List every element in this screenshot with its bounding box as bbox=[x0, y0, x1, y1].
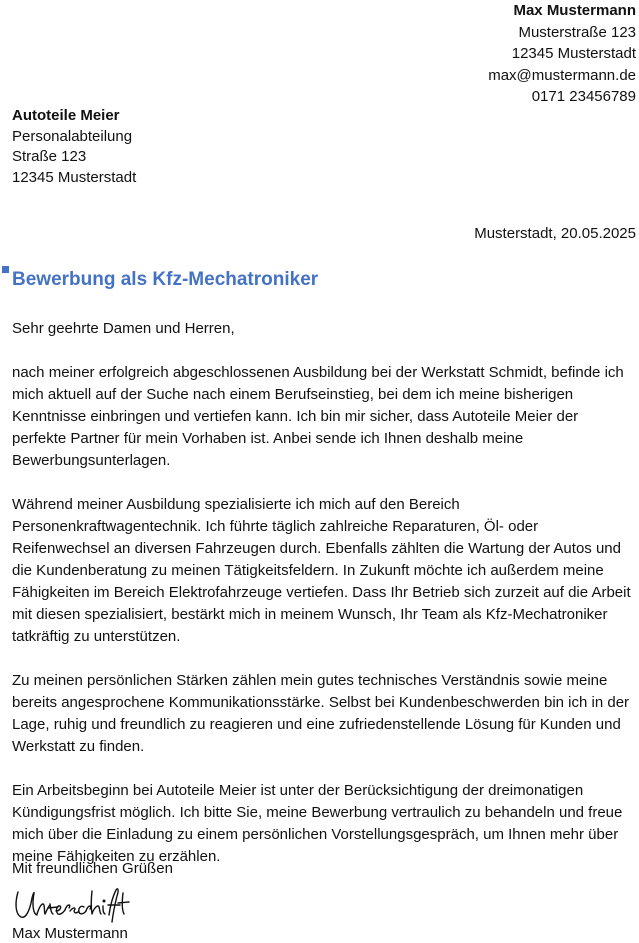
sender-street: Musterstraße 123 bbox=[518, 23, 636, 41]
closing-phrase: Mit freundlichen Grüßen bbox=[12, 860, 173, 877]
recipient-address bbox=[12, 106, 136, 188]
signer-name: Max Mustermann bbox=[12, 925, 128, 942]
sender-name: Max Mustermann bbox=[513, 2, 636, 19]
recipient-company: Autoteile Meier bbox=[12, 107, 120, 124]
paragraph-experience: Während meiner Ausbildung spezialisierte ich mich auf den Bereich Personenkraftwagentechnik. Ich führte täglich zahlreiche Reparaturen, Öl- oder Reifenwechsel an diversen Fahrzeugen durch. Ebenfalls zählten die Wartung der Autos und die Kundenberatung zu meinen Tätigkeitsfeldern. In Zukunft möchte ich außerdem meine Fähigkeiten im Bereich Elektrofahrzeuge vertiefen. Dass Ihr Betrieb sich zurzeit auf die Arbeit mit diesen spezialisiert, bestärkt mich in meinem Wunsch, Ihr Team als Kfz-Mechatroniker tatkräftig zu unterstützen. bbox=[12, 496, 631, 645]
recipient-street: Straße 123 bbox=[12, 148, 87, 165]
subject-marker bbox=[2, 266, 9, 273]
paragraph-closing: Ein Arbeitsbeginn bei Autoteile Meier ist unter der Berücksichtigung der dreimonatigen Kündigungsfrist möglich. Ich bitte Sie, meine Bewerbung vertraulich zu behandeln und freue mich über die Einladung zu einem persönlichen Vorstellungsgespräch, um Ihnen mehr über meine Fähigkeiten zu erzählen. bbox=[12, 782, 623, 865]
sender-phone: 0171 23456789 bbox=[531, 88, 636, 105]
paragraph-intro: nach meiner erfolgreich abgeschlossenen Ausbildung bei der Werkstatt Schmidt, befinde ich mich aktuell auf der Suche nach einem Berufseinstieg, bei dem ich meine bisherigen Kenntnisse einbringen und vertiefen kann. Ich bin mir sicher, dass Autoteile Meier der perfekte Partner für mein Vorhaben ist. Anbei sende ich Ihnen deshalb meine Bewerbungsunterlagen. bbox=[12, 364, 624, 469]
recipient-city: 12345 Musterstadt bbox=[12, 168, 137, 186]
recipient-department: Personalabteilung bbox=[12, 127, 133, 145]
salutation: Sehr geehrte Damen und Herren, bbox=[12, 320, 235, 337]
letter-date: Musterstadt, 20.05.2025 bbox=[474, 225, 636, 242]
paragraph-strengths: Zu meinen persönlichen Stärken zählen mein gutes technisches Verständnis sowie meine bereits angesprochene Kommunikationsstärke. Selbst bei Kundenbeschwerden bin ich in der Lage, ruhig und freundlich zu reagieren und eine zufriedenstellende Lösung für Kunden und Werkstatt zu finden. bbox=[12, 672, 630, 755]
letter-subject: Bewerbung als Kfz-Mechatroniker bbox=[12, 269, 319, 290]
sender-email: max@mustermann.de bbox=[488, 66, 636, 84]
sender-address bbox=[488, 0, 636, 108]
handwritten-signature bbox=[12, 884, 134, 926]
letter-body bbox=[12, 318, 636, 890]
sender-city: 12345 Musterstadt bbox=[511, 45, 636, 62]
